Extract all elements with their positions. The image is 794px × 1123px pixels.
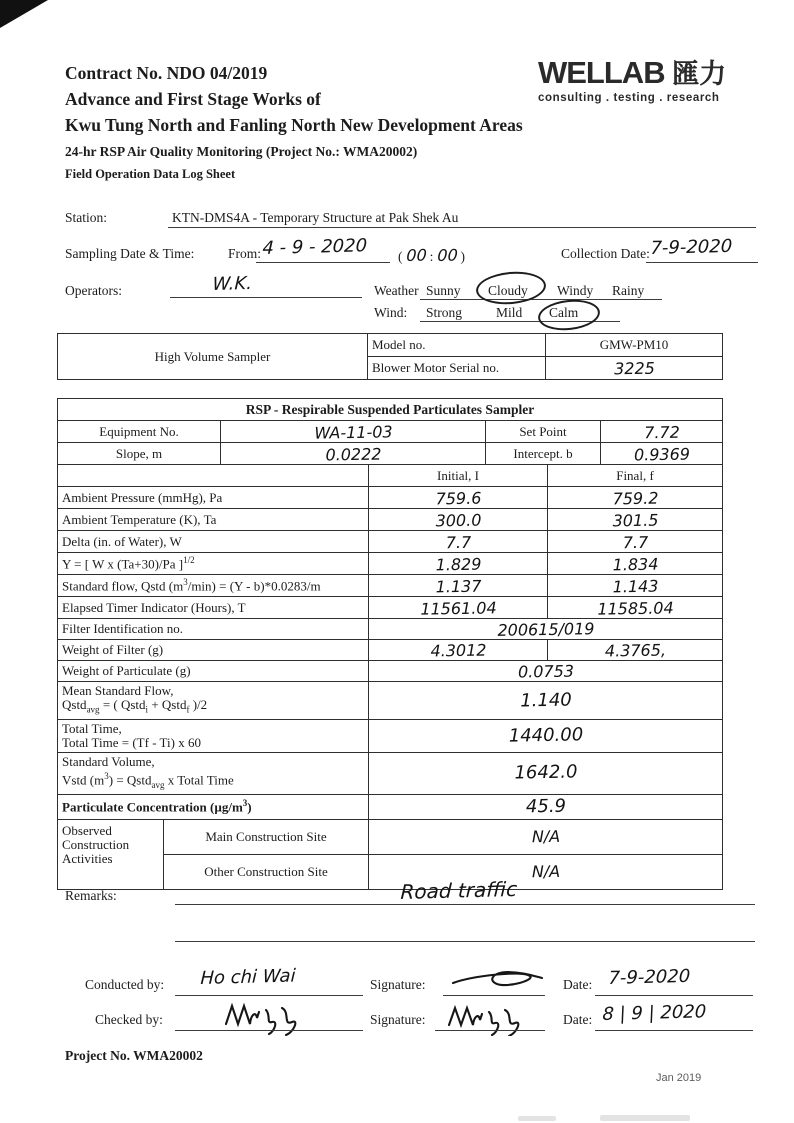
weather-option-windy: Windy [557,283,594,298]
table-row [58,487,723,509]
high-volume-sampler-table [57,333,723,380]
checked-date-handwritten: 8 | 9 | 2020 [602,1001,707,1025]
row-final-handwritten: 1.834 [547,551,722,576]
scan-corner-artifact [0,0,48,28]
equipment-no-value-handwritten: WA-11-03 [220,418,485,445]
weight-filter-final-handwritten: 4.3765, [547,638,722,662]
signature-underline-2 [435,1030,545,1031]
wellab-logo [538,55,760,104]
logo-wordmark: WELLAB [538,55,665,90]
weather-option-rainy: Rainy [612,283,645,298]
conducted-signature-scribble [450,966,545,994]
blank-header-cell [58,465,369,487]
remarks-value-handwritten: Road traffic [400,876,518,904]
rsp-table-title: RSP - Respirable Suspended Particulates Sampler [58,399,723,421]
date-label-1: Date: [563,977,593,992]
station-label: Station: [65,210,108,225]
conducted-by-name-handwritten: Ho chi Wai [200,965,297,989]
operators-label: Operators: [65,283,122,298]
row-label: Standard flow, Qstd $(m^3/\min) = (Y - b)*0.0283/m$ [58,575,369,597]
contract-number: Contract No. NDO 04/2019 [65,63,268,83]
concentration-label: Particulate Concentration $(\mu g/m^3)$ [58,794,369,819]
weight-particulate-label: Weight of Particulate (g) [58,661,369,682]
conducted-by-underline [175,995,363,996]
row-label: Y = [ W x (Ta+30)/Pa ]$^{1/2}$ [58,553,369,575]
wind-option-mild: Mild [496,305,523,320]
filter-id-label: Filter Identification no. [58,619,369,640]
checked-by-label: Checked by: [95,1012,163,1027]
table-row [58,597,723,619]
model-no-value: GMW-PM10 [546,334,723,357]
concentration-value-handwritten: 45.9 [368,791,722,822]
sampling-time: ( 00 : 00 ) [398,245,465,265]
intercept-value-handwritten: 0.9369 [600,441,722,465]
mean-flow-value-handwritten: 1.140 [368,678,723,722]
column-final-header: Final, f [548,465,723,487]
row-initial-handwritten: 759.6 [368,485,547,510]
set-point-label: Set Point [486,421,601,443]
row-final-handwritten: 301.5 [547,507,722,532]
weather-underline [420,299,662,300]
column-initial-header: Initial, I [369,465,548,487]
weather-label: Weather [374,283,419,298]
row-initial-handwritten: 7.7 [368,529,547,554]
table-row [58,553,723,575]
document-header [65,60,535,182]
table-row [58,509,723,531]
observed-activities-label: Observed Construction Activities [58,819,164,889]
signature-underline-1 [443,995,545,996]
logo-tagline: consulting . testing . research [538,92,720,104]
mean-flow-label: Mean Standard Flow, Qstd$_{avg}$ = ( Qstd$_i$ + Qstd$_f$ )/2 [58,682,369,720]
other-site-label: Other Construction Site [164,854,369,889]
slope-label: Slope, m [58,443,221,465]
table-row [58,575,723,597]
footer-version: Jan 2019 [656,1072,702,1084]
weight-filter-initial-handwritten: 4.3012 [368,638,547,662]
collection-date-underline [646,262,758,263]
weather-option-cloudy: Cloudy [488,283,528,298]
date-underline-1 [595,995,753,996]
row-label: Ambient Pressure (mmHg), Pa [58,487,369,509]
blower-serial-label: Blower Motor Serial no. [368,357,546,380]
time-mm-handwritten: 00 [436,245,458,265]
total-time-value-handwritten: 1440.00 [368,716,723,755]
row-final-handwritten: 1.143 [547,573,722,598]
row-initial-handwritten: 1.829 [368,551,547,576]
main-site-label: Main Construction Site [164,819,369,854]
conducted-date-handwritten: 7-9-2020 [608,965,691,989]
time-hh-handwritten: 00 [405,245,428,265]
equipment-no-label: Equipment No. [58,421,221,443]
scan-bleed-artifact [600,1115,690,1121]
collection-date-handwritten: 7-9-2020 [650,235,733,259]
blower-serial-value-handwritten: 3225 [545,355,722,381]
table-row [58,531,723,553]
sampling-label: Sampling Date & Time: [65,246,195,261]
from-label: From: [228,246,262,261]
row-initial-handwritten: 1.137 [368,573,547,598]
remarks-label: Remarks: [65,888,117,903]
calm-selection-circle [537,297,602,333]
slope-value-handwritten: 0.0222 [220,440,485,467]
collection-date-label: Collection Date: [561,246,650,261]
area-title: Kwu Tung North and Fanling North New Development Areas [65,115,523,135]
from-date-handwritten: 4 - 9 - 2020 [262,235,368,259]
row-initial-handwritten: 11561.04 [368,595,547,620]
monitoring-title: 24-hr RSP Air Quality Monitoring (Project No.: WMA20002) [65,144,418,159]
main-site-value-handwritten: N/A [368,816,723,857]
wind-label: Wind: [374,305,408,320]
scan-bleed-artifact [518,1116,556,1121]
operators-underline [170,297,362,298]
total-time-label: Total Time, Total Time = (Tf - Ti) x 60 [58,719,369,752]
row-final-handwritten: 759.2 [547,485,722,510]
sheet-title: Field Operation Data Log Sheet [65,167,236,181]
remarks-underline-1 [175,904,755,905]
logo-cjk-characters: 匯力 [672,59,727,89]
footer-project-no: Project No. WMA20002 [65,1048,203,1063]
hvs-title-cell: High Volume Sampler [58,334,368,380]
weather-option-sunny: Sunny [426,283,461,298]
date-underline-2 [595,1030,753,1031]
weight-particulate-value-handwritten: 0.0753 [368,657,722,684]
date-label-2: Date: [563,1012,593,1027]
wind-option-strong: Strong [426,305,463,320]
row-label: Elapsed Timer Indicator (Hours), T [58,597,369,619]
intercept-label: Intercept. b [486,443,601,465]
rsp-table [57,398,723,890]
row-initial-handwritten: 300.0 [368,507,547,532]
row-label: Delta (in. of Water), W [58,531,369,553]
weight-filter-label: Weight of Filter (g) [58,640,369,661]
remarks-underline-2 [175,941,755,942]
model-no-label: Model no. [368,334,546,357]
row-label: Ambient Temperature (K), Ta [58,509,369,531]
std-volume-label: Standard Volume, Vstd $(m^3)$ = Qstd$_{avg}$ x Total Time [58,752,369,794]
cloudy-selection-circle [475,269,548,307]
signature-label-1: Signature: [370,977,426,992]
signature-label-2: Signature: [370,1012,426,1027]
wind-option-calm: Calm [549,305,579,320]
conducted-by-label: Conducted by: [85,977,165,992]
from-date-underline [256,262,390,263]
row-final-handwritten: 11585.04 [547,595,722,620]
std-volume-value-handwritten: 1642.0 [368,749,723,797]
other-site-value-handwritten: N/A [368,851,723,892]
station-underline [168,227,756,228]
works-title: Advance and First Stage Works of [65,89,321,109]
filter-id-value-handwritten: 200615/019 [368,615,722,642]
station-value: KTN-DMS4A - Temporary Structure at Pak Shek Au [172,210,459,225]
set-point-value-handwritten: 7.72 [600,419,722,443]
row-final-handwritten: 7.7 [547,529,722,554]
checked-by-underline [175,1030,363,1031]
operators-value-handwritten: W.K. [212,272,253,295]
